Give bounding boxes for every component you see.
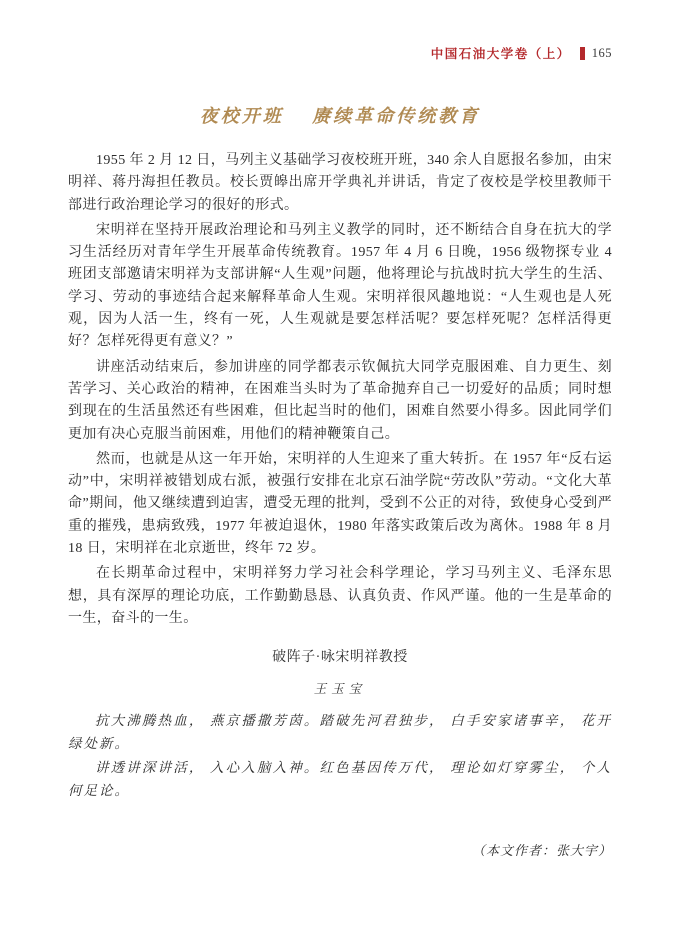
page-number: 165 [591, 45, 612, 60]
article-paragraph: 讲座活动结束后，参加讲座的同学都表示钦佩抗大同学克服困难、自力更生、刻苦学习、关心政治的精神，在困难当头时为了革命抛弃自己一切爱好的品质；同时想到现在的生活虽然还有些困难，但比起当时的他们，困难自然要小得多。因此同学们更加有决心克服当前困难，用他们的精神鞭策自己。 [68, 359, 612, 442]
poem-author: 王玉宝 [313, 682, 367, 697]
article-body [68, 150, 612, 630]
article-paragraph: 1955 年 2 月 12 日，马列主义基础学习夜校班开班，340 余人自愿报名参加，由宋明祥、蒋丹海担任教员。校长贾皞出席开学典礼并讲话，肯定了夜校是学校里教师干部进行政治理论学习的很好的形式。 [68, 153, 612, 213]
article-paragraph: 在长期革命过程中，宋明祥努力学习社会科学理论，学习马列主义、毛泽东思想，具有深厚的理论功底，工作勤勤恳恳、认真负责、作风严谨。他的一生是革命的一生，奋斗的一生。 [68, 566, 612, 626]
poem-body [68, 710, 612, 802]
article-title: 夜校开班 赓续革命传统教育 [199, 106, 481, 126]
poem-stanza: 抗大沸腾热血， 燕京播撒芳茵。踏破先河君独步， 白手安家诸事辛， 花开绿处新。 [68, 713, 612, 751]
header-divider-bar [580, 47, 585, 60]
book-title: 中国石油大学卷（上） [430, 47, 571, 61]
poem-title: 破阵子·咏宋明祥教授 [272, 650, 408, 666]
author-note: （本文作者：张大宇） [471, 843, 612, 859]
running-header [68, 45, 612, 61]
article-paragraph: 宋明祥在坚持开展政治理论和马列主义教学的同时，还不断结合自身在抗大的学习生活经历对青年学生开展革命传统教育。1957 年 4 月 6 日晚，1956 级物探专业 4 班团支部邀请宋明祥为支部讲解“人生观”问题，他将理论与抗战时抗大学生的生活、学习、劳动的事迹结合起来解释革命人生观。宋明祥很风趣地说：“人生观也是人死观，因为人活一生，终有一死，人生观就是要怎样活呢？要怎样死呢？怎样活得更好？怎样死得更有意义？” [68, 222, 612, 350]
poem-stanza: 讲透讲深讲活， 入心入脑入神。红色基因传万代， 理论如灯穿雾尘， 个人何足论。 [68, 760, 612, 798]
article-paragraph: 然而，也就是从这一年开始，宋明祥的人生迎来了重大转折。在 1957 年“反右运动”中，宋明祥被错划成右派，被强行安排在北京石油学院“劳改队”劳动。“文化大革命”期间，他又继续遭到迫害，遭受无理的批判，受到不公正的对待，致使身心受到严重的摧残，患病致残，1977 年被迫退休，1980 年落实政策后改为离休。1988 年 8 月 18 日，宋明祥在北京逝世，终年 72 岁。 [68, 451, 612, 557]
